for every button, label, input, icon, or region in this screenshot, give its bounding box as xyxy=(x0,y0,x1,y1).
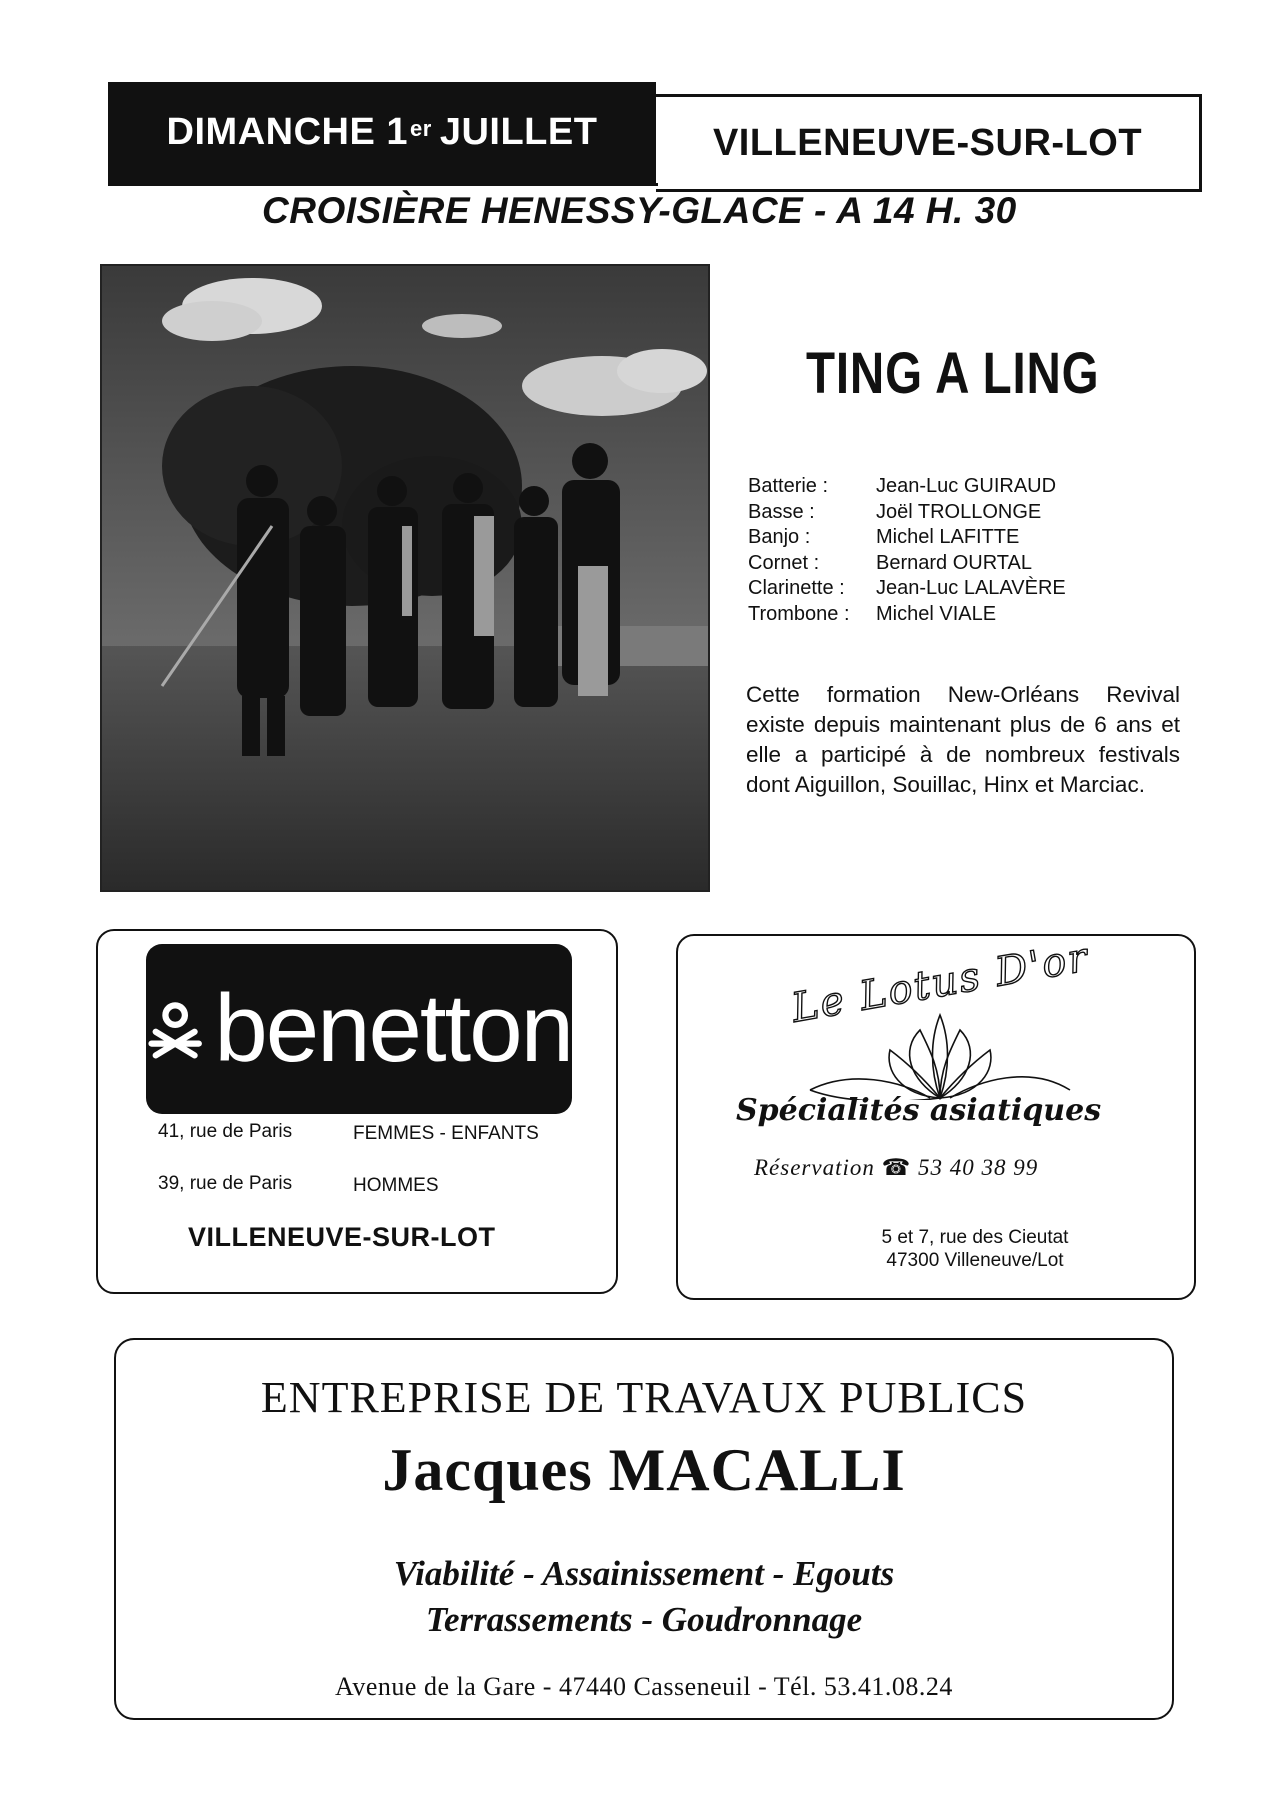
lotus-address-line-1: 5 et 7, rue des Cieutat xyxy=(881,1227,1069,1248)
roster-member: Bernard OURTAL xyxy=(876,551,1032,574)
macalli-name: Jacques MACALLI xyxy=(382,1437,906,1503)
benetton-dept-1: FEMMES - ENFANTS xyxy=(353,1123,539,1144)
benetton-city: VILLENEUVE-SUR-LOT xyxy=(188,1222,496,1252)
header-divider xyxy=(108,183,658,186)
benetton-address-2: 39, rue de Paris xyxy=(158,1173,293,1194)
benetton-wordmark: benetton xyxy=(214,975,572,1082)
roster-member: Jean-Luc LALAVÈRE xyxy=(876,577,1066,599)
roster-role: Cornet : xyxy=(748,551,820,574)
roster-role: Batterie : xyxy=(748,475,829,497)
lotus-name: Le Lotus D'or xyxy=(788,934,1093,1032)
roster-row xyxy=(748,576,1066,602)
date-banner xyxy=(108,82,656,183)
phone-icon: ☎ xyxy=(881,1155,912,1180)
benetton-logo xyxy=(146,944,572,1114)
band-name: TING A LING xyxy=(806,341,1100,406)
lotus-subtitle: Spécialités asiatiques xyxy=(736,1093,1102,1128)
macalli-address: Avenue de la Gare - 47440 Casseneuil - Tél. 53.41.08.24 xyxy=(335,1672,953,1701)
roster-row xyxy=(748,525,1066,551)
date-month: JUILLET xyxy=(439,111,598,153)
event-title: CROISIÈRE HENESSY-GLACE - A 14 H. 30 xyxy=(262,190,1017,231)
roster-role: Banjo : xyxy=(748,526,811,548)
roster-row xyxy=(748,474,1066,500)
benetton-address-1: 41, rue de Paris xyxy=(158,1121,293,1142)
reservation-label: Réservation xyxy=(754,1155,875,1180)
roster-role: Clarinette : xyxy=(748,577,845,599)
date-day: DIMANCHE 1 xyxy=(166,111,409,153)
roster-member: Michel LAFITTE xyxy=(876,526,1020,548)
macalli-services-1: Viabilité - Assainissement - Egouts xyxy=(393,1554,895,1593)
roster-member: Michel VIALE xyxy=(876,602,997,625)
lotus-reservation xyxy=(754,1155,1038,1181)
lotus-address-line-2: 47300 Villeneuve/Lot xyxy=(886,1250,1064,1271)
macalli-heading: ENTREPRISE DE TRAVAUX PUBLICS xyxy=(260,1373,1028,1422)
band-roster xyxy=(748,474,1066,627)
roster-row xyxy=(748,500,1066,526)
band-photo xyxy=(100,264,710,892)
benetton-knot-icon xyxy=(146,987,204,1071)
roster-role: Trombone : xyxy=(748,602,850,625)
roster-role: Basse : xyxy=(748,500,815,523)
lotus-flower-icon xyxy=(790,1010,1090,1100)
benetton-dept-2: HOMMES xyxy=(353,1175,439,1196)
band-description: Cette formation New-Orléans Revival existe depuis maintenant plus de 6 ans et elle a participé à de nombreux festivals dont Aiguillon, Souillac, Hinx et Marciac. xyxy=(746,682,1180,797)
lotus-phone: 53 40 38 99 xyxy=(918,1155,1039,1180)
roster-row xyxy=(748,551,1066,577)
date-sup: er xyxy=(410,115,432,141)
roster-member: Joël TROLLONGE xyxy=(876,500,1042,523)
roster-member: Jean-Luc GUIRAUD xyxy=(876,475,1057,497)
roster-row xyxy=(748,602,1066,628)
lotus-address xyxy=(790,1226,1160,1272)
macalli-services-2: Terrassements - Goudronnage xyxy=(425,1600,863,1639)
city-banner: VILLENEUVE-SUR-LOT xyxy=(656,94,1202,192)
